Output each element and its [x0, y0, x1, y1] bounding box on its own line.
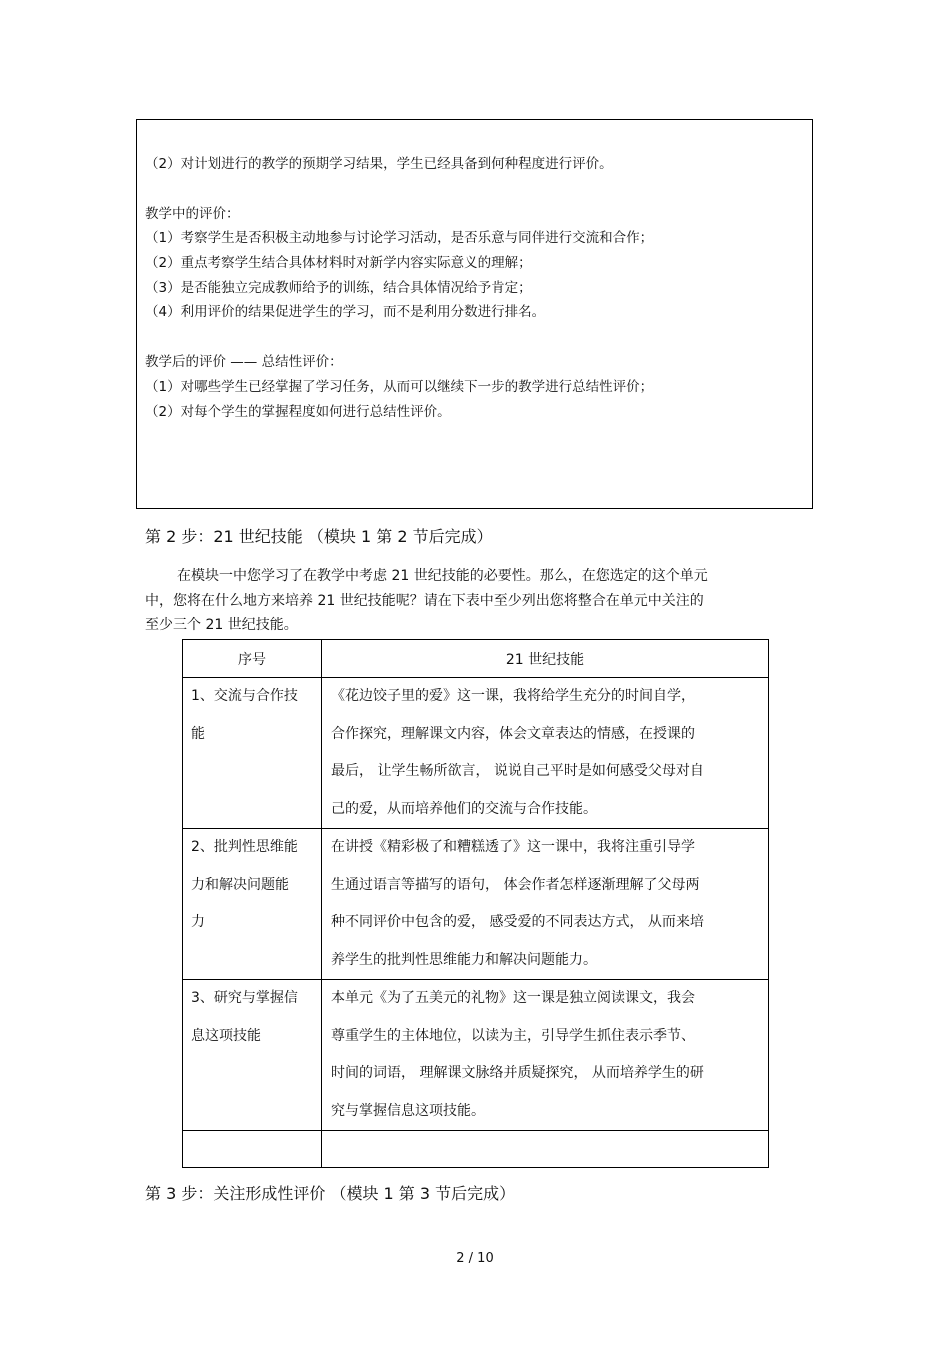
table-row: [183, 678, 769, 829]
skill-desc-line: 己的爱，从而培养他们的交流与合作技能。: [331, 800, 597, 817]
eval-during-heading: 教学中的评价：: [145, 206, 240, 222]
eval-line: （3）是否能独立完成教师给予的训练，结合具体情况给予肯定；: [145, 280, 532, 296]
eval-line: （2）重点考察学生结合具体材料时对新学内容实际意义的理解；: [145, 255, 532, 271]
skill-name-cell: [183, 829, 322, 980]
skill-desc-line: 本单元《为了五美元的礼物》这一课是独立阅读课文，我会: [331, 990, 695, 1006]
header-index: 序号: [183, 640, 322, 678]
empty-cell: [183, 1131, 322, 1168]
skill-desc-line: 种不同评价中包含的爱， 感受爱的不同表达方式， 从而来培: [331, 914, 704, 930]
table-row: [183, 980, 769, 1131]
step3-heading: 第 3 步：关注形成性评价 （模块 1 第 3 节后完成）: [145, 1184, 516, 1203]
skill-name-line: 3、研究与掌握信: [191, 990, 298, 1006]
skill-name-line: 能: [191, 725, 205, 742]
skill-desc-line: 尊重学生的主体地位，以读为主，引导学生抓住表示季节、: [331, 1027, 695, 1044]
step2-intro-line: 中，您将在什么地方来培养 21 世纪技能呢？请在下表中至少列出您将整合在单元中关注的: [145, 593, 704, 609]
skill-name-line: 息这项技能: [191, 1027, 261, 1044]
skill-name-line: 力和解决问题能: [191, 876, 289, 893]
skill-desc-line: 最后， 让学生畅所欲言， 说说自己平时是如何感受父母对自: [331, 763, 704, 779]
skill-desc-line: 时间的词语， 理解课文脉络并质疑探究， 从而培养学生的研: [331, 1065, 704, 1081]
skill-name-line: 力: [191, 914, 205, 930]
eval-line: （2）对计划进行的教学的预期学习结果，学生已经具备到何种程度进行评价。: [145, 156, 613, 172]
skill-desc-cell: [322, 678, 769, 829]
skill-name-line: 1、交流与合作技: [191, 688, 298, 704]
skill-name-cell: [183, 678, 322, 829]
eval-line: （4）利用评价的结果促进学生的学习，而不是利用分数进行排名。: [145, 304, 546, 320]
step2-heading: 第 2 步：21 世纪技能 （模块 1 第 2 节后完成）: [145, 527, 493, 546]
eval-after-heading: 教学后的评价 —— 总结性评价：: [145, 354, 343, 370]
empty-cell: [322, 1131, 769, 1168]
skills-table: [182, 639, 769, 1168]
skill-desc-line: 在讲授《精彩极了和糟糕透了》这一课中，我将注重引导学: [331, 839, 695, 855]
page-number: 2 / 10: [456, 1251, 494, 1266]
step2-intro-line: 在模块一中您学习了在教学中考虑 21 世纪技能的必要性。那么，在您选定的这个单元: [177, 568, 708, 584]
table-row: [183, 829, 769, 980]
skill-desc-line: 养学生的批判性思维能力和解决问题能力。: [331, 951, 597, 968]
skill-desc-line: 《花边饺子里的爱》这一课，我将给学生充分的时间自学，: [331, 688, 695, 704]
skill-desc-line: 究与掌握信息这项技能。: [331, 1102, 485, 1119]
eval-line: （2）对每个学生的掌握程度如何进行总结性评价。: [145, 404, 451, 420]
header-skill: 21 世纪技能: [322, 640, 769, 678]
table-header-row: [183, 640, 769, 678]
eval-line: （1）对哪些学生已经掌握了学习任务，从而可以继续下一步的教学进行总结性评价；: [145, 379, 654, 395]
skill-name-line: 2、批判性思维能: [191, 839, 298, 855]
skill-desc-cell: [322, 829, 769, 980]
eval-line: （1）考察学生是否积极主动地参与讨论学习活动，是否乐意与同伴进行交流和合作；: [145, 230, 654, 246]
table-row-empty: [183, 1131, 769, 1168]
skill-desc-line: 生通过语言等描写的语句， 体会作者怎样逐渐理解了父母两: [331, 876, 700, 893]
skill-desc-cell: [322, 980, 769, 1131]
step2-intro-line: 至少三个 21 世纪技能。: [145, 617, 298, 633]
skill-name-cell: [183, 980, 322, 1131]
skill-desc-line: 合作探究，理解课文内容，体会文章表达的情感，在授课的: [331, 725, 695, 742]
